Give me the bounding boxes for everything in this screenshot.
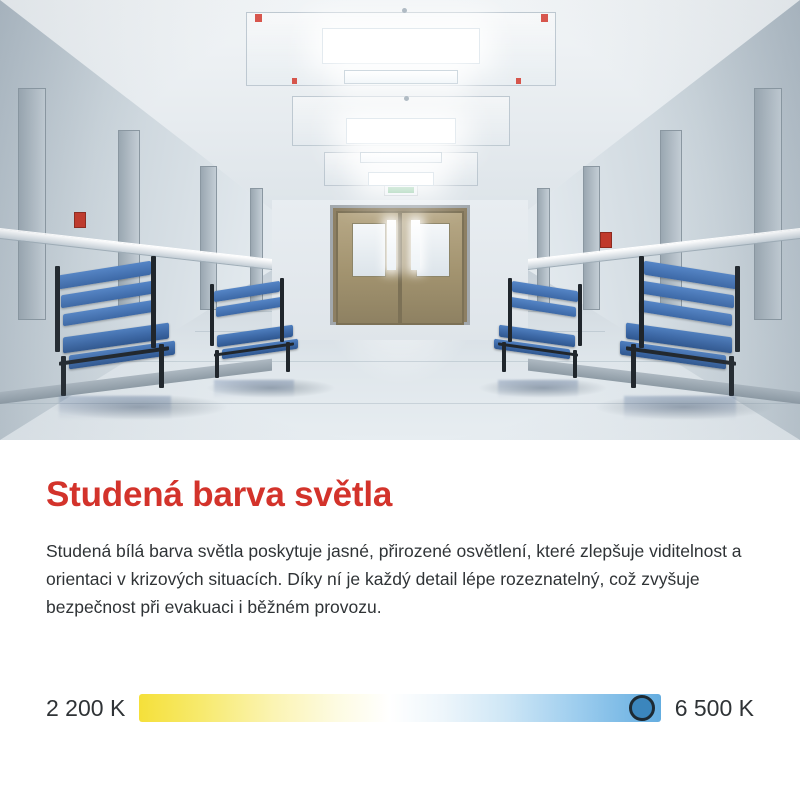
chair-frame xyxy=(735,266,740,352)
sprinkler-head xyxy=(402,8,407,13)
chair-frame xyxy=(639,256,644,348)
ceiling-light-panel-1 xyxy=(322,28,480,64)
sprinkler-head xyxy=(404,96,409,101)
chair-frame xyxy=(280,278,284,342)
side-door-right-1 xyxy=(754,88,782,320)
chair-leg xyxy=(215,350,219,378)
chair-leg xyxy=(631,344,636,388)
chair-reflection xyxy=(59,396,171,420)
fire-alarm-box-left xyxy=(74,212,86,228)
ceiling-fixture-2 xyxy=(360,152,442,163)
ceiling-red-marker xyxy=(516,78,521,84)
page-title: Studená barva světla xyxy=(46,475,393,514)
door-window-left xyxy=(352,223,386,277)
ceiling-fixture-1 xyxy=(344,70,458,84)
door-panel-right xyxy=(400,211,464,325)
floor-tile-line xyxy=(110,361,690,362)
chair-frame xyxy=(578,284,582,346)
chair-leg xyxy=(159,344,164,388)
ceiling-light-panel-2 xyxy=(346,118,456,144)
chair-leg xyxy=(61,356,66,396)
chair-leg xyxy=(286,342,290,372)
ceiling-red-marker xyxy=(292,78,297,84)
corridor-double-door xyxy=(330,205,470,325)
side-door-right-3 xyxy=(583,166,600,310)
description-paragraph: Studená bílá barva světla poskytuje jasné, přirozené osvětlení, které zlepšuje viditelnost a orientaci v krizových situacích. Díky ní je každý detail lépe rozeznatelný, což zvyšuje bezpečnost při evakuaci i běžném provozu. xyxy=(46,540,742,618)
kelvin-slider-knob[interactable] xyxy=(629,695,655,721)
ceiling-red-marker xyxy=(255,14,262,22)
kelvin-gradient-track[interactable] xyxy=(139,694,660,722)
chair-reflection xyxy=(214,380,294,398)
side-door-left-3 xyxy=(200,166,217,310)
chair-frame xyxy=(151,256,156,348)
chair-frame xyxy=(210,284,214,346)
chair-leg xyxy=(729,356,734,396)
door-light-streak-right xyxy=(411,220,420,270)
content-block xyxy=(0,440,800,622)
ceiling-light-panel-3 xyxy=(368,172,434,186)
chair-leg xyxy=(502,342,506,372)
chair-frame xyxy=(55,266,60,352)
ceiling-red-marker xyxy=(541,14,548,22)
fire-alarm-box-right xyxy=(600,232,612,248)
door-window-right xyxy=(416,223,450,277)
kelvin-max-label: 6 500 K xyxy=(674,694,754,721)
door-light-streak-left xyxy=(387,220,396,270)
chair-reflection xyxy=(498,380,578,398)
side-door-left-1 xyxy=(18,88,46,320)
color-temperature-slider[interactable] xyxy=(46,694,754,722)
chair-reflection xyxy=(624,396,736,420)
kelvin-min-label: 2 200 K xyxy=(46,694,126,721)
chair-frame xyxy=(508,278,512,342)
chair-leg xyxy=(573,350,577,378)
